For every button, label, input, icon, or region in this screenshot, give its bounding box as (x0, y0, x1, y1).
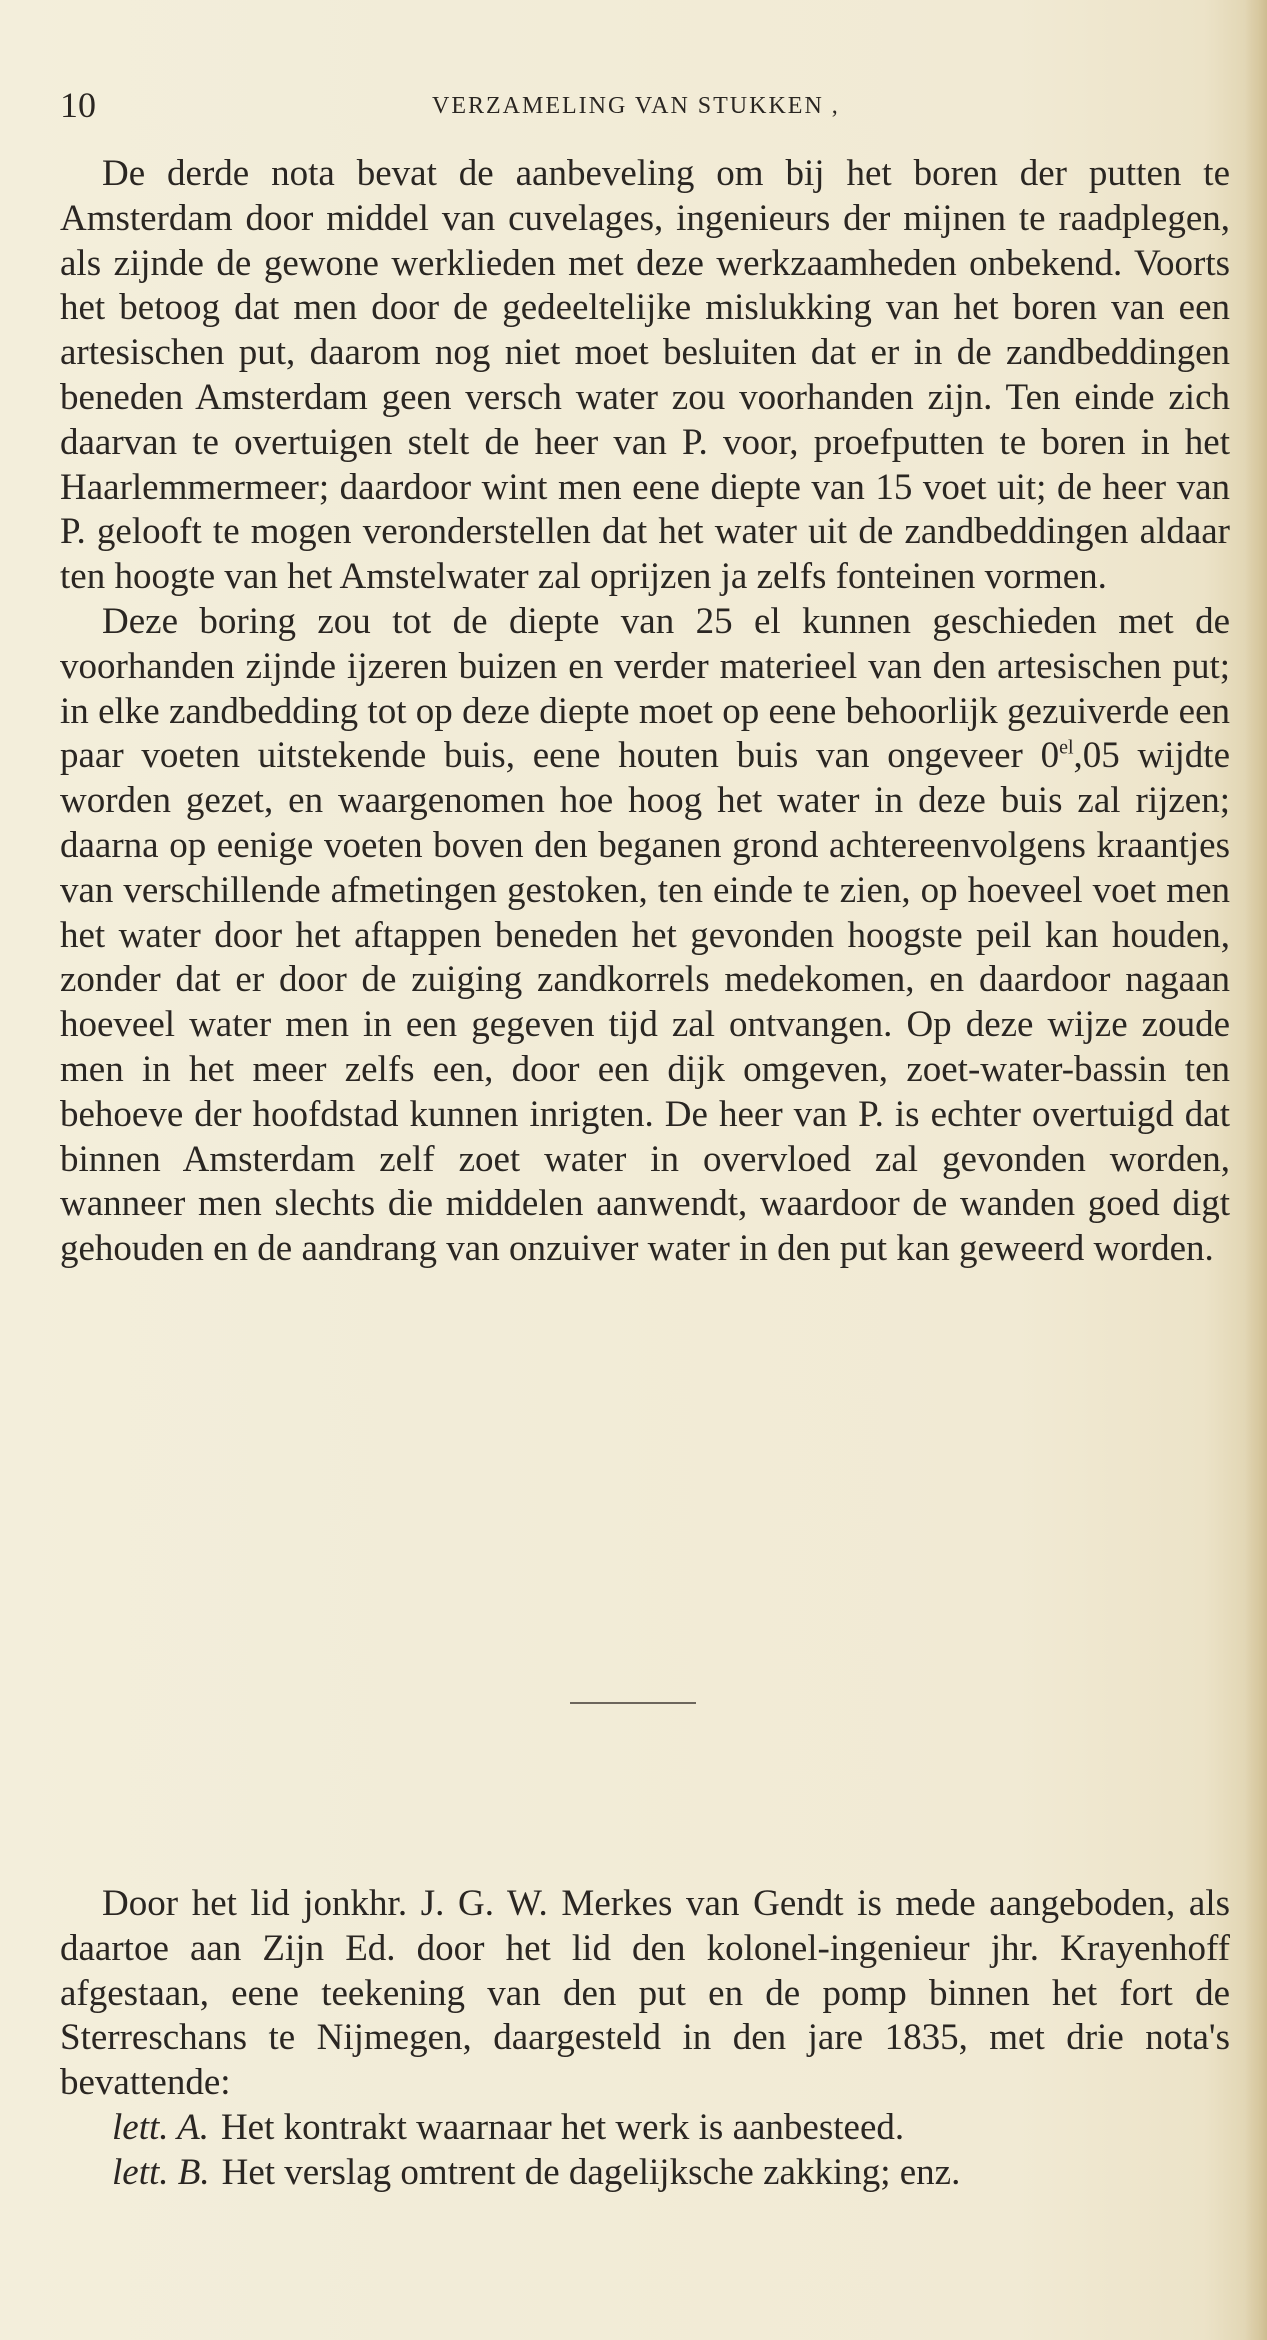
item-label: lett. B. (112, 2151, 210, 2193)
item-text: Het verslag omtrent de dagelijksche zakking; enz. (221, 2151, 961, 2193)
section-donation (60, 1882, 1230, 2196)
paragraph-2 (60, 600, 1230, 1272)
section-nota-summary (60, 152, 1230, 1272)
running-head (60, 80, 1230, 130)
paragraph-3: Door het lid jonkhr. J. G. W. Merkes van Gendt is mede aangeboden, als daartoe aan Zijn Ed. door het lid den kolonel-ingenieur jhr. Krayenhoff afgestaan, eene teekening van den put en de pomp binnen het fort de Sterreschans te Nijmegen, daargesteld in den jare 1835, met drie nota's bevattende: (60, 1883, 1230, 2104)
item-text: Het kontrakt waarnaar het werk is aanbesteed. (220, 2106, 905, 2148)
paragraph-2-start: Deze boring zou tot de diepte van 25 el kunnen geschieden met de voorhanden zijnde ijzeren buizen en verder materieel van den artesischen put; in elke zandbedding tot op deze diepte moet op eene behoorlijk gezuiverde een paar voeten uitstekende buis, eene houten buis van ongeveer 0 (60, 600, 1230, 777)
running-title: VERZAMELING VAN STUKKEN , (432, 93, 840, 119)
list-item (60, 2151, 1230, 2196)
paragraph-1: De derde nota bevat de aanbeveling om bij het boren der putten te Amsterdam door middel van cuvelages, ingenieurs der mijnen te raadplegen, als zijnde de gewone werklieden met deze werkzaamheden onbekend. Voorts het betoog dat men door de gedeeltelijke mislukking van het boren van een artesischen put, daarom nog niet moet besluiten dat er in de zandbeddingen beneden Amsterdam geen versch water zou voorhanden zijn. Ten einde zich daarvan te overtuigen stelt de heer van P. voor, proefputten te boren in het Haarlemmermeer; daardoor wint men eene diepte van 15 voet uit; de heer van P. gelooft te mogen veronderstellen dat het water uit de zandbeddingen aldaar ten hoogte van het Amstelwater zal oprijzen ja zelfs fonteinen vormen. (60, 153, 1230, 598)
unit-superscript: el (1059, 737, 1074, 760)
section-divider (570, 1702, 696, 1704)
page-edge-shadow (1245, 0, 1267, 2340)
page-number: 10 (60, 85, 96, 125)
item-label: lett. A. (112, 2106, 209, 2148)
list-item (60, 2106, 1230, 2151)
paragraph-2-end: ,05 wijdte worden gezet, en waargenomen hoe hoog het water in deze buis zal rijzen; daarna op eenige voeten boven den beganen grond achtereenvolgens kraantjes van verschillende afmetingen gestoken, ten einde te zien, op hoeveel voet men het water door het aftappen beneden het gevonden hoogste peil kan houden, zonder dat er door de zuiging zandkorrels medekomen, en daardoor nagaan hoeveel water men in een gegeven tijd zal ontvangen. Op deze wijze zoude men in het meer zelfs een, door een dijk omgeven, zoet-water-bassin ten behoeve der hoofdstad kunnen inrigten. De heer van P. is echter overtuigd dat binnen Amsterdam zelf zoet water in overvloed zal gevonden worden, wanneer men slechts die middelen aanwendt, waardoor de wanden goed digt gehouden en de aandrang van onzuiver water in den put kan geweerd worden. (60, 735, 1230, 1270)
